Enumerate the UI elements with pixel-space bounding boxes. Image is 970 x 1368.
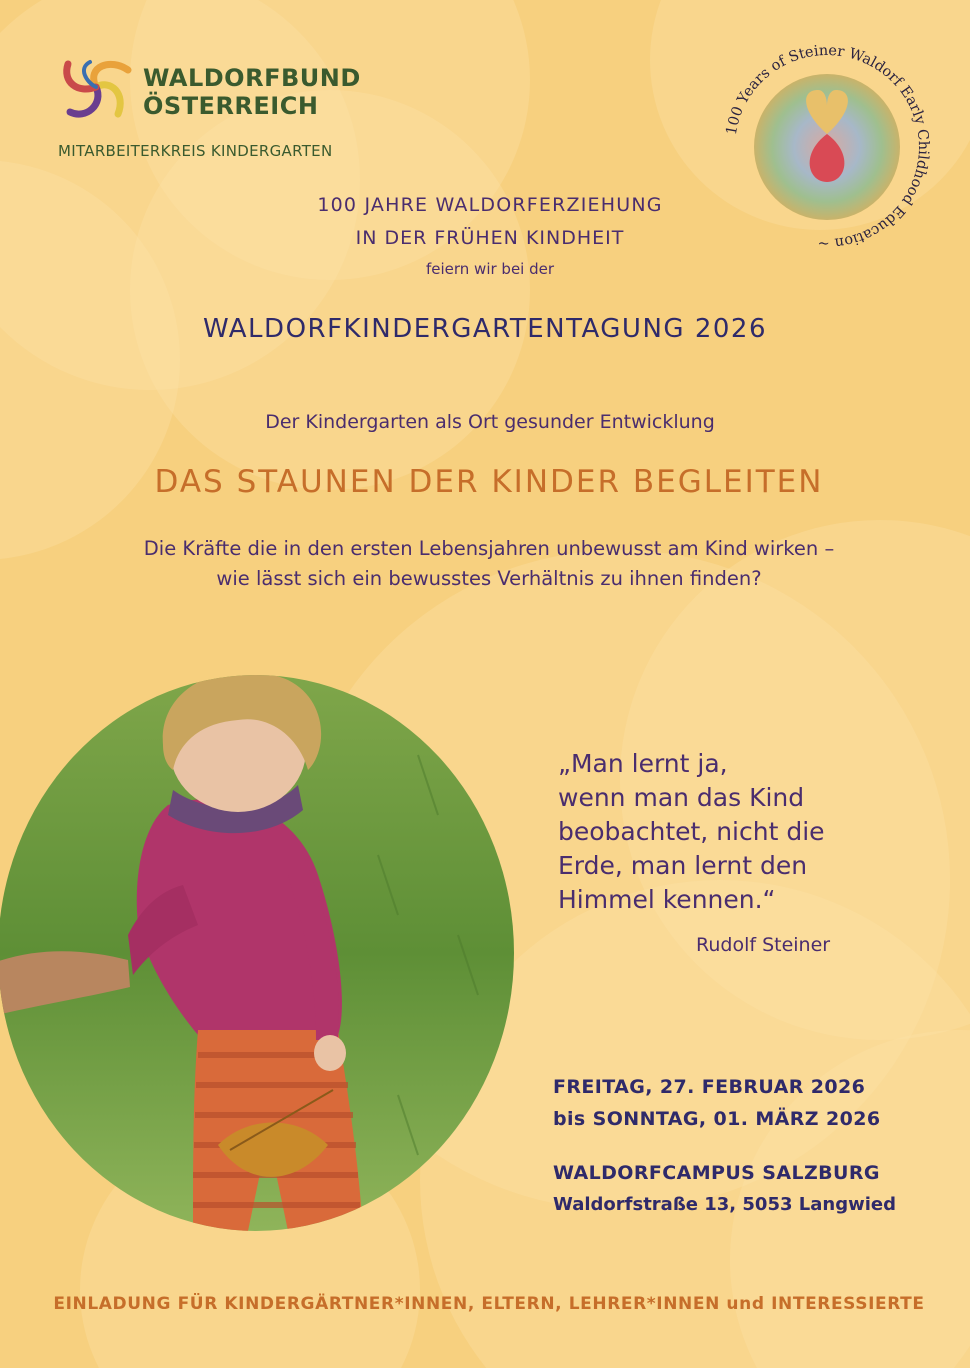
jubilee-line1: 100 JAHRE WALDORFERZIEHUNG	[317, 194, 663, 216]
org-name-line1: WALDORFBUND	[143, 64, 361, 92]
question-line1: Die Kräfte die in den ersten Lebensjahren unbewusst am Kind wirken –	[143, 537, 835, 560]
org-name-line2: ÖSTERREICH	[143, 92, 319, 120]
jubilee-line3: feiern wir bei der	[425, 260, 555, 278]
anniversary-badge	[722, 42, 932, 252]
quote-line: beobachtet, nicht die	[558, 817, 825, 846]
quote-line: Himmel kennen.“	[558, 885, 776, 914]
invitation-line: EINLADUNG FÜR KINDERGÄRTNER*INNEN, ELTERN, LEHRER*INNEN und INTERESSIERTE	[53, 1294, 925, 1314]
quote-line: wenn man das Kind	[558, 783, 805, 812]
venue-name: WALDORFCAMPUS SALZBURG	[553, 1162, 880, 1184]
quote-author: Rudolf Steiner	[696, 934, 831, 956]
date-to: bis SONNTAG, 01. MÄRZ 2026	[553, 1108, 881, 1130]
child-photo	[0, 675, 514, 1231]
steiner-quote	[558, 747, 825, 917]
event-subtitle: Der Kindergarten als Ort gesunder Entwicklung	[265, 411, 715, 433]
org-subunit: MITARBEITERKREIS KINDERGARTEN	[58, 142, 333, 160]
event-title: WALDORFKINDERGARTENTAGUNG 2026	[202, 314, 767, 344]
badge-text: 100 Years of Steiner Waldorf Early Childhood Education ~	[723, 42, 932, 252]
quote-line: Erde, man lernt den	[558, 851, 808, 880]
venue-address: Waldorfstraße 13, 5053 Langwied	[553, 1194, 896, 1215]
waldorfbund-logo-icon	[56, 54, 136, 124]
main-title: DAS STAUNEN DER KINDER BEGLEITEN	[154, 464, 824, 500]
quote-line: „Man lernt ja,	[558, 749, 728, 778]
question-line2: wie lässt sich ein bewusstes Verhältnis zu ihnen finden?	[216, 567, 762, 590]
jubilee-line2: IN DER FRÜHEN KINDHEIT	[355, 227, 625, 249]
date-from: FREITAG, 27. FEBRUAR 2026	[553, 1076, 866, 1098]
